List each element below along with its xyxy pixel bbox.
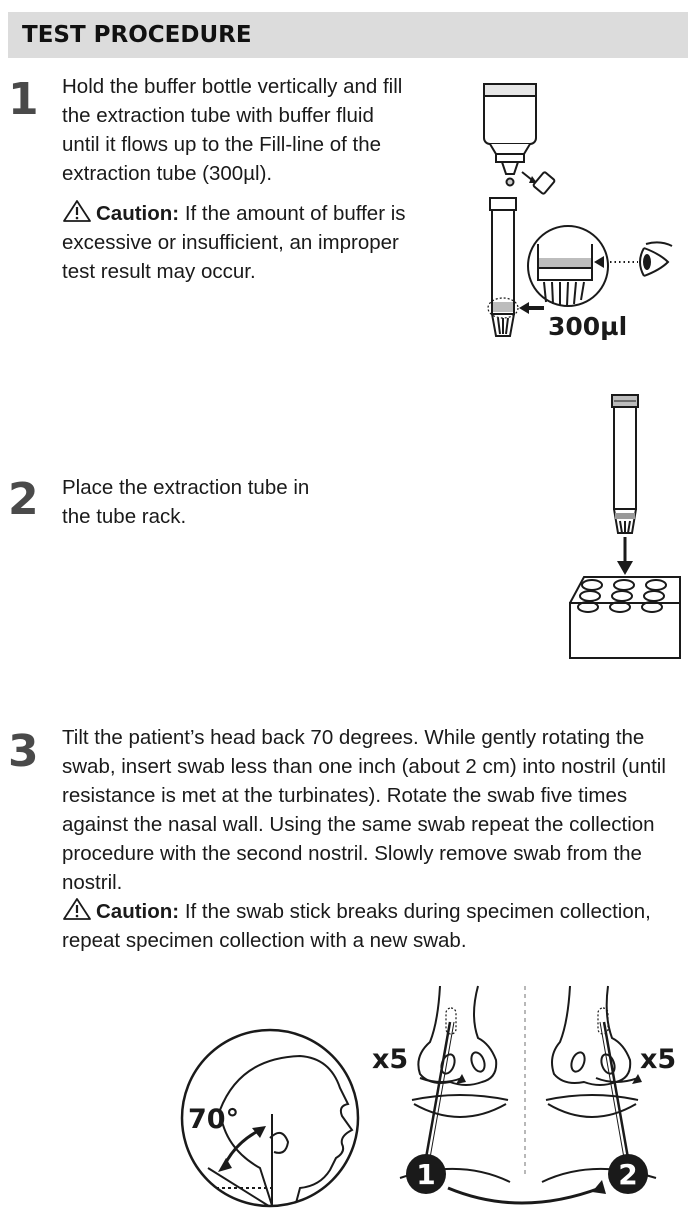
nasal-swab-illustration	[370, 982, 688, 1214]
step-1-caution-label: Caution:	[96, 202, 180, 225]
tilt-angle-label: 70°	[188, 1104, 240, 1135]
step-3-caution-text: If the swab stick breaks during specimen collection, repeat specimen collection with a new swab.	[62, 900, 651, 952]
fill-volume-label: 300µl	[548, 312, 628, 341]
rotations-left-label: x5	[372, 1044, 409, 1075]
nostril-1-marker: 1	[416, 1158, 436, 1191]
step-3-number: 3	[8, 726, 39, 777]
step-3-caution-label: Caution:	[96, 900, 180, 923]
step-2-text: Place the extraction tube in the tube rack.	[62, 476, 310, 528]
nostril-2-marker: 2	[618, 1158, 638, 1191]
warning-icon	[62, 199, 92, 223]
step-2-number: 2	[8, 474, 39, 525]
rotations-right-label: x5	[640, 1044, 677, 1075]
step-3-caution	[62, 897, 684, 955]
buffer-fill-illustration	[440, 70, 680, 360]
step-1-text: Hold the buffer bottle vertically and fill the extraction tube with buffer fluid until it flows up to the Fill-line of the extraction tube (300µl).	[62, 75, 403, 185]
step-1-caution-text: If the amount of buffer is excessive or insufficient, an improper test result may occur.	[62, 202, 406, 283]
section-title: TEST PROCEDURE	[8, 12, 688, 58]
warning-icon	[62, 897, 92, 921]
step-3-text: Tilt the patient’s head back 70 degrees. While gently rotating the swab, insert swab less than one inch (about 2 cm) into nostril (until resistance is met at the turbinates). Rotate the swab five times against the nasal wall. Using the same swab repeat the collection procedure with the second nostril. Slowly remove swab from the nostril.	[62, 726, 666, 894]
head-tilt-illustration	[180, 1018, 362, 1214]
tube-rack-illustration	[560, 385, 686, 663]
step-1-number: 1	[8, 74, 39, 125]
step-1-caution	[62, 199, 407, 286]
